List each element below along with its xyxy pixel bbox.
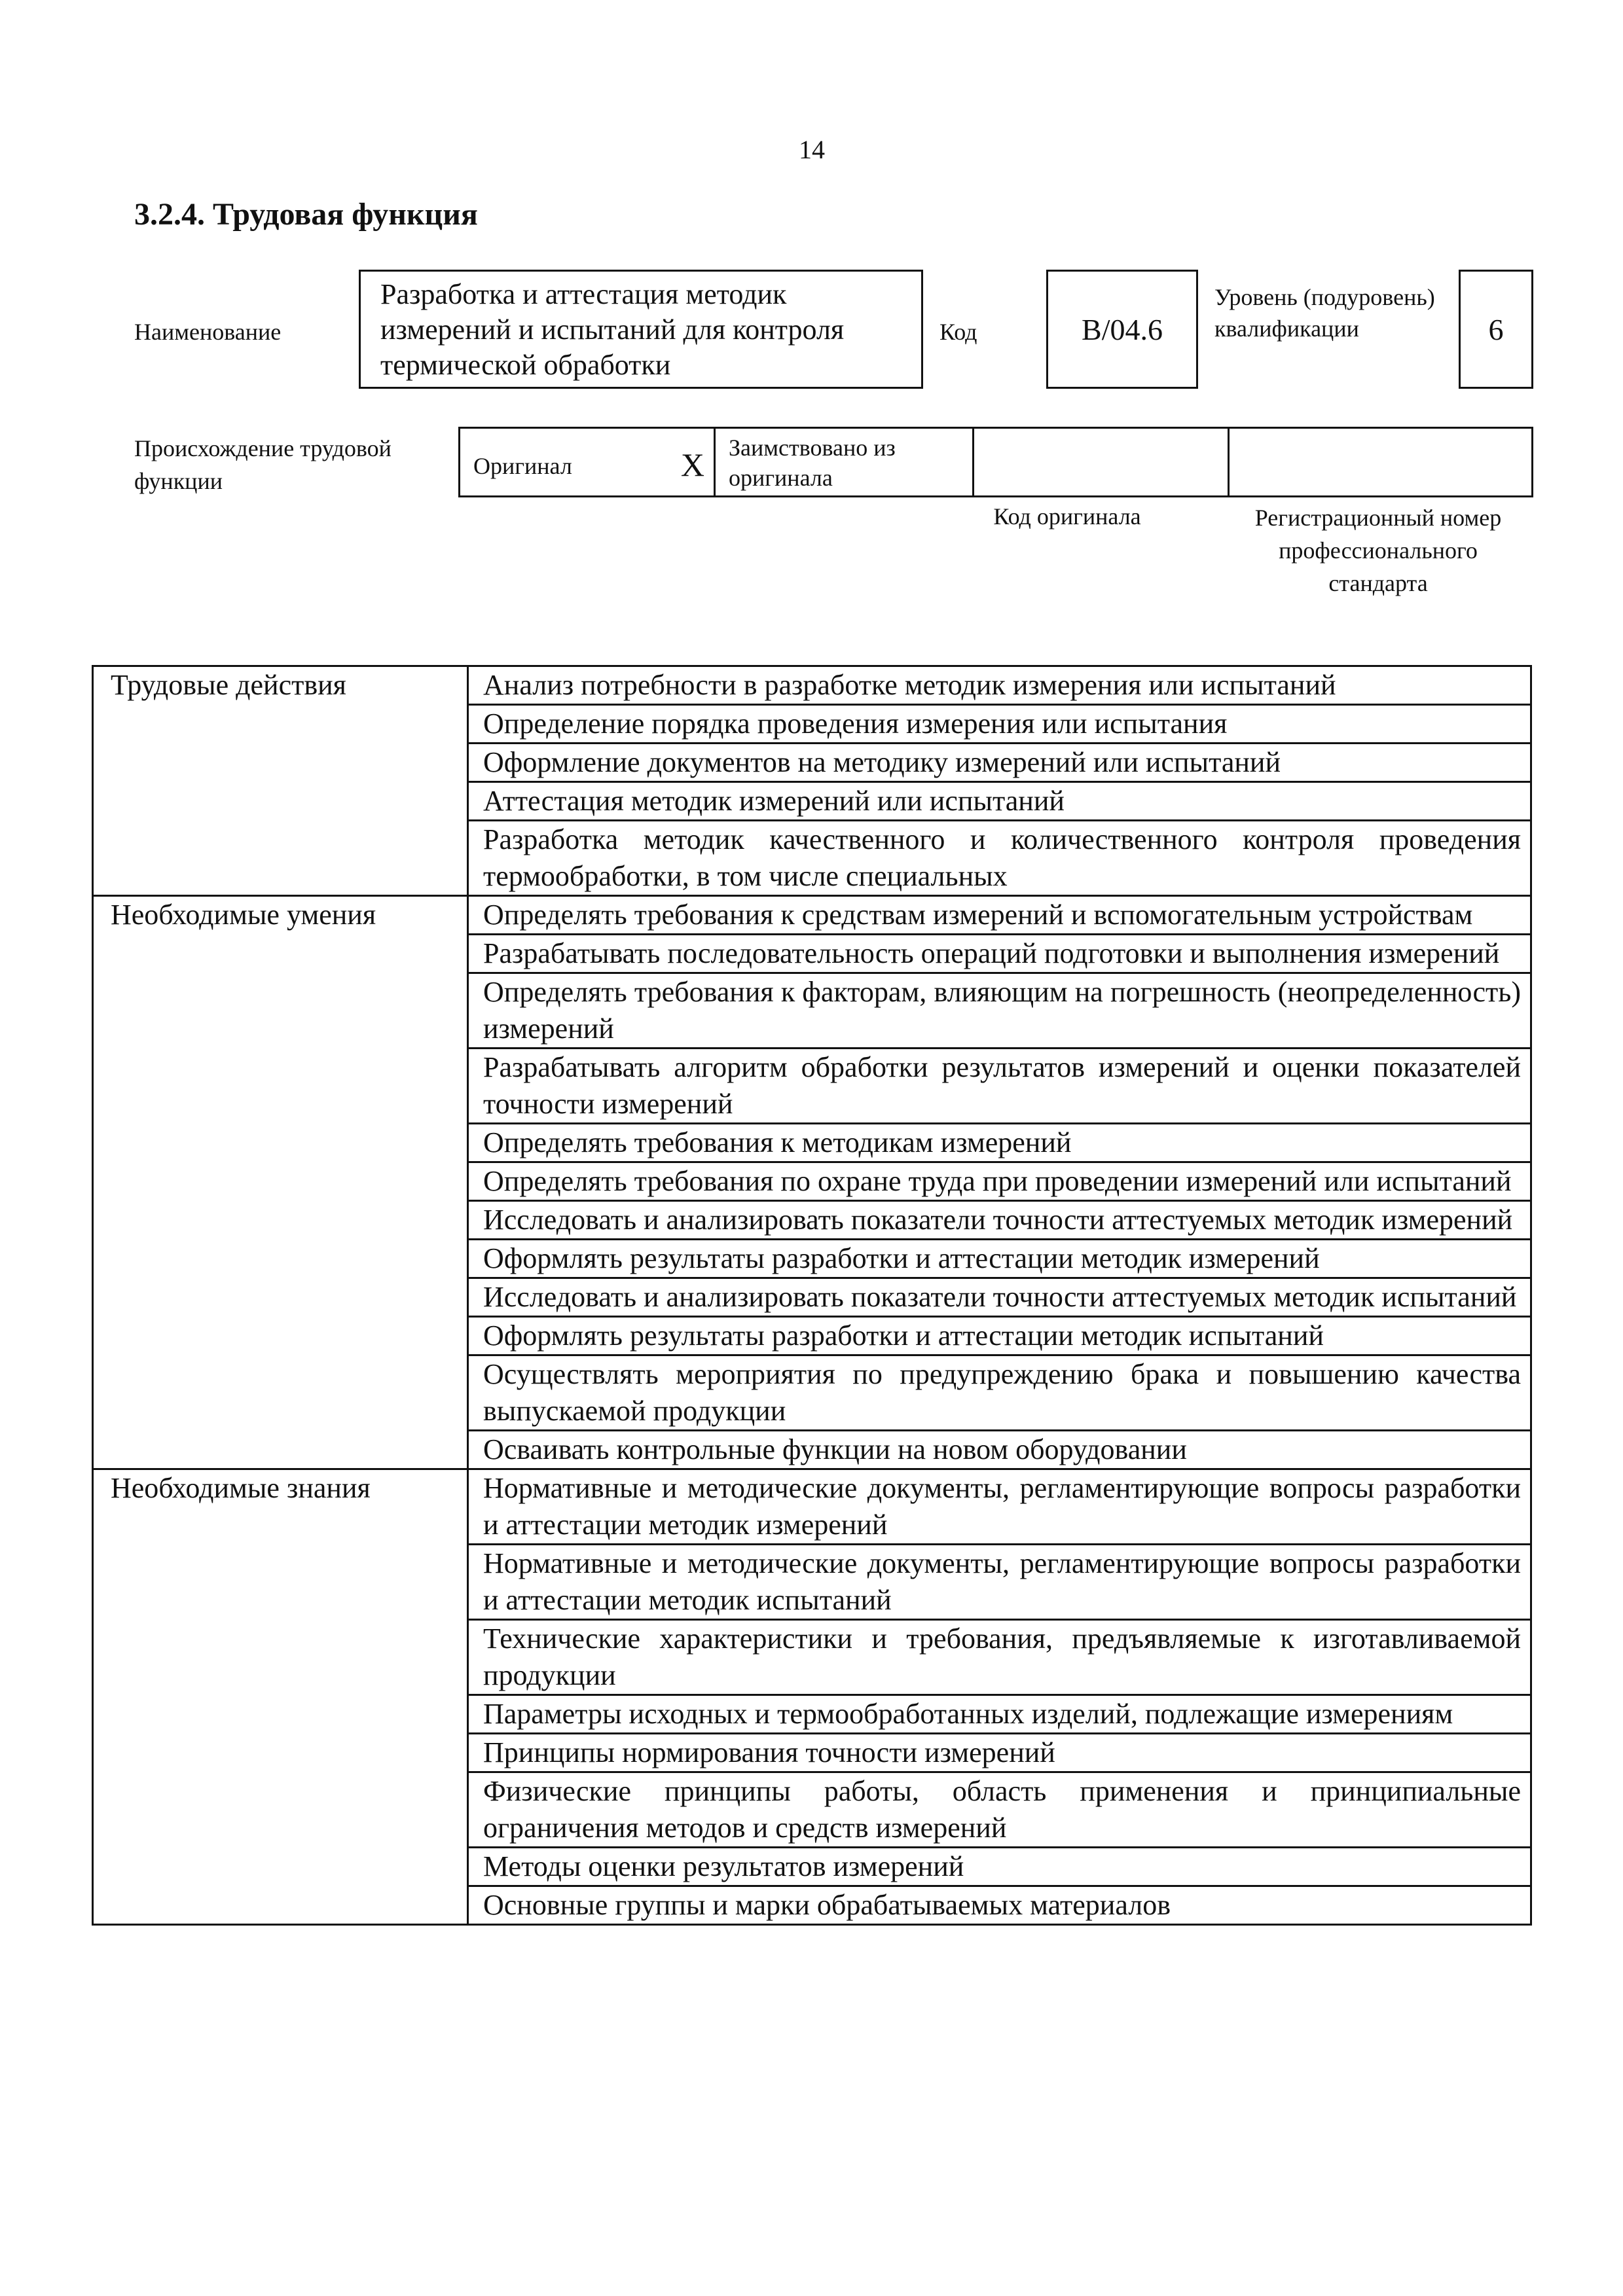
name-label: Наименование xyxy=(134,319,282,345)
table-row xyxy=(93,896,1531,935)
origin-label: Происхождение трудовой функции xyxy=(134,435,392,494)
item-cell: Принципы нормирования точности измерений xyxy=(468,1734,1531,1772)
table-row xyxy=(93,666,1531,705)
item-cell: Осваивать контрольные функции на новом оборудовании xyxy=(468,1431,1531,1469)
category-cell: Необходимые умения xyxy=(93,896,468,1469)
item-cell: Определять требования к методикам измерений xyxy=(468,1124,1531,1162)
item-cell: Методы оценки результатов измерений xyxy=(468,1848,1531,1886)
function-name-box xyxy=(359,270,923,389)
item-cell: Нормативные и методические документы, регламентирующие вопросы разработки и аттестации методик измерений xyxy=(468,1469,1531,1545)
item-cell: Определять требования к факторам, влияющим на погрешность (неопределенность) измерений xyxy=(468,973,1531,1049)
item-cell: Анализ потребности в разработке методик измерения или испытаний xyxy=(468,666,1531,705)
item-cell: Разрабатывать алгоритм обработки результатов измерений и оценки показателей точности измерений xyxy=(468,1049,1531,1124)
section-title: 3.2.4. Трудовая функция xyxy=(134,197,478,232)
item-cell: Параметры исходных и термообработанных изделий, подлежащие измерениям xyxy=(468,1695,1531,1734)
item-cell: Физические принципы работы, область применения и принципиальные ограничения методов и средств измерений xyxy=(468,1772,1531,1848)
item-cell: Разрабатывать последовательность операций подготовки и выполнения измерений xyxy=(468,935,1531,973)
level-value: 6 xyxy=(1488,312,1504,346)
item-cell: Исследовать и анализировать показатели точности аттестуемых методик испытаний xyxy=(468,1278,1531,1317)
category-cell: Необходимые знания xyxy=(93,1469,468,1925)
original-mark: X xyxy=(680,446,704,483)
item-cell: Нормативные и методические документы, регламентирующие вопросы разработки и аттестации методик испытаний xyxy=(468,1545,1531,1620)
table-row xyxy=(93,1469,1531,1545)
function-details-table xyxy=(92,665,1532,1926)
borrowed-label: Заимствовано из оригинала xyxy=(729,435,896,491)
item-cell: Технические характеристики и требования, предъявляемые к изготавливаемой продукции xyxy=(468,1620,1531,1695)
item-cell: Аттестация методик измерений или испытаний xyxy=(468,782,1531,821)
item-cell: Определять требования по охране труда при проведении измерений или испытаний xyxy=(468,1162,1531,1201)
item-cell: Определять требования к средствам измерений и вспомогательным устройствам xyxy=(468,896,1531,935)
item-cell: Определение порядка проведения измерения или испытания xyxy=(468,705,1531,744)
item-cell: Исследовать и анализировать показатели точности аттестуемых методик измерений xyxy=(468,1201,1531,1240)
item-cell: Основные группы и марки обрабатываемых материалов xyxy=(468,1886,1531,1925)
level-label: Уровень (подуровень) квалификации xyxy=(1214,284,1435,342)
level-box xyxy=(1459,270,1533,389)
code-label: Код xyxy=(939,319,977,345)
item-cell: Оформлять результаты разработки и аттестации методик измерений xyxy=(468,1240,1531,1278)
code-value: B/04.6 xyxy=(1082,312,1163,346)
code-original-caption: Код оригинала xyxy=(993,503,1141,529)
category-cell: Трудовые действия xyxy=(93,666,468,896)
borrowed-cell xyxy=(716,429,974,495)
item-cell: Оформлять результаты разработки и аттестации методик испытаний xyxy=(468,1317,1531,1355)
item-cell: Осуществлять мероприятия по предупреждению брака и повышению качества выпускаемой продукции xyxy=(468,1355,1531,1431)
code-original-cell xyxy=(974,429,1230,495)
origin-row xyxy=(458,427,1533,497)
original-label: Оригинал xyxy=(473,453,572,479)
code-box xyxy=(1046,270,1198,389)
origin-original-cell xyxy=(460,429,716,495)
item-cell: Разработка методик качественного и количественного контроля проведения термообработки, в том числе специальных xyxy=(468,821,1531,896)
reg-number-caption: Регистрационный номер профессионального стандарта xyxy=(1254,505,1502,596)
function-name-value: Разработка и аттестация методик измерений и испытаний для контроля термической обработки xyxy=(380,278,845,381)
item-cell: Оформление документов на методику измерений или испытаний xyxy=(468,744,1531,782)
page-number: 14 xyxy=(799,135,825,164)
reg-number-cell xyxy=(1230,429,1531,495)
